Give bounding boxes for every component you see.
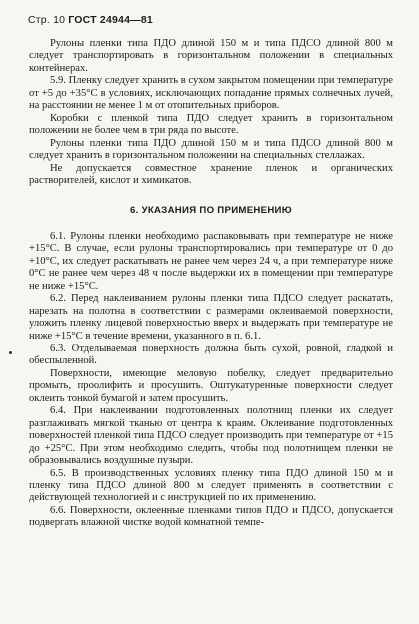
paragraph: Поверхности, имеющие меловую побелку, следует предварительно промыть, проолифить и просушить. Оштукатуренные поверхности следует оклеить тонкой бумагой и затем просушить. — [29, 367, 393, 404]
paragraph: Рулоны пленки типа ПДО длиной 150 м и типа ПДСО длиной 800 м следует транспортировать в горизонтальном положении в специальных контейнерах. — [29, 38, 393, 74]
standard-code: ГОСТ 24944—81 — [68, 14, 153, 26]
margin-mark — [9, 351, 12, 354]
paragraph: Не допускается совместное хранение пленок и органических растворителей, кислот и химикатов. — [29, 162, 393, 186]
body-text — [29, 38, 393, 530]
paragraph: 6.2. Перед наклеиванием рулоны пленки типа ПДСО следует раскатать, нарезать на полотна в соответствии с размерами оклеиваемой поверхности, уложить пленку лицевой поверхностью вверх и выдержать при температуре не ниже +15°С в течение времени, указанного в п. 6.1. — [29, 293, 393, 342]
paragraph: 6.3. Отделываемая поверхность должна быть сухой, ровной, гладкой и обеспыленной. — [29, 342, 393, 367]
paragraph: Коробки с пленкой типа ПДО следует хранить в горизонтальном положении не более чем в три ряда по высоте. — [29, 112, 393, 137]
paragraph: 5.9. Пленку следует хранить в сухом закрытом помещении при температуре от +5 до +35°С в условиях, исключающих попадание прямых солнечных лучей, на расстоянии не менее 1 м от отопительных приборов. — [29, 75, 393, 112]
page-header — [28, 14, 153, 26]
paragraph: 6.5. В производственных условиях пленку типа ПДО длиной 150 м и пленку типа ПДСО длиной 800 м следует применять в соответствии с действующей технологией и с инструкцией по их применению. — [29, 467, 393, 504]
paragraph: 6.1. Рулоны пленки необходимо распаковывать при температуре не ниже +15°С. В случае, если рулоны транспортировались при температуре от 0 до +10°С, их следует раскатывать не ранее чем через 24 ч, а при температуре ниже 0°С не ранее чем через 48 ч после выдержки их в помещении при температуре не ниже +15°С. — [29, 230, 393, 292]
paragraph: Рулоны пленки типа ПДО длиной 150 м и типа ПДСО длиной 800 м следует хранить в горизонтальном положении на специальных стеллажах. — [29, 137, 393, 162]
section-heading: 6. УКАЗАНИЯ ПО ПРИМЕНЕНИЮ — [130, 205, 292, 217]
page-number: Стр. 10 — [28, 14, 66, 26]
paragraph: 6.4. При наклеивании подготовленных полотнищ пленки их следует разглаживать мягкой тканью от центра к краям. Оклеивание подготовленных поверхностей пленкой типа ПДСО следует производить при температуре от +15 до +25°С. При этом необходимо следить, чтобы под полотнищем пленки не образовывались воздушные пузыри. — [29, 405, 393, 467]
paragraph: 6.6. Поверхности, оклеенные пленками типов ПДО и ПДСО, допускается подвергать влажной чистке водой комнатной темпе- — [29, 504, 393, 529]
